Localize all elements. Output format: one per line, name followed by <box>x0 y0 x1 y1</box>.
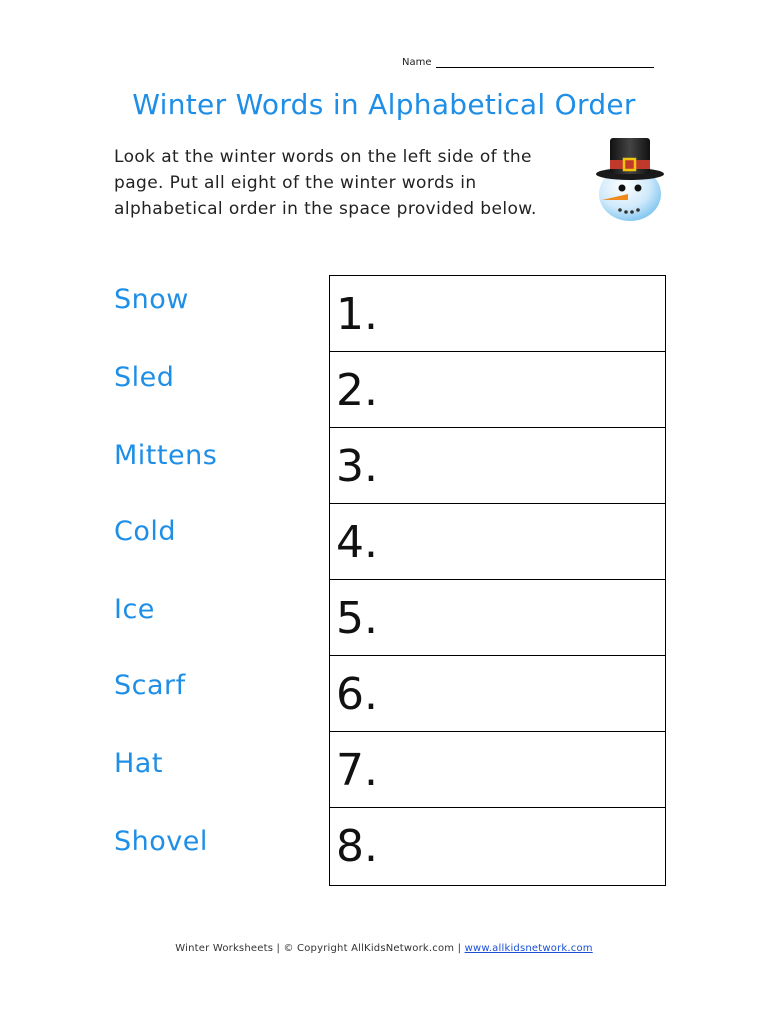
answer-row-7[interactable] <box>330 732 665 808</box>
word-item: Hat <box>114 748 163 779</box>
word-item: Ice <box>114 594 155 625</box>
answer-number: 1. <box>336 289 378 340</box>
word-item: Scarf <box>114 670 186 701</box>
answer-row-2[interactable] <box>330 352 665 428</box>
answer-row-8[interactable] <box>330 808 665 884</box>
snowman-icon <box>588 132 668 224</box>
word-item: Cold <box>114 516 177 547</box>
answer-table <box>329 275 666 886</box>
answer-number: 4. <box>336 517 378 568</box>
answer-row-1[interactable] <box>330 276 665 352</box>
answer-row-3[interactable] <box>330 428 665 504</box>
answer-row-5[interactable] <box>330 580 665 656</box>
footer-copyright: Winter Worksheets | © Copyright AllKidsNetwork.com | <box>175 943 465 954</box>
answer-row-6[interactable] <box>330 656 665 732</box>
name-label: Name <box>402 57 432 68</box>
answer-number: 7. <box>336 745 378 796</box>
footer <box>0 943 768 954</box>
name-blank-line[interactable] <box>436 55 654 68</box>
answer-number: 6. <box>336 669 378 720</box>
word-item: Mittens <box>114 440 218 471</box>
word-item: Snow <box>114 284 189 315</box>
page-title: Winter Words in Alphabetical Order <box>132 88 636 121</box>
answer-number: 3. <box>336 441 378 492</box>
name-field <box>402 50 662 68</box>
instructions-text: Look at the winter words on the left side of the page. Put all eight of the winter words in alphabetical order in the space provided below. <box>114 147 537 219</box>
answer-number: 8. <box>336 821 378 872</box>
answer-row-4[interactable] <box>330 504 665 580</box>
footer-link[interactable]: www.allkidsnetwork.com <box>464 943 593 954</box>
word-item: Shovel <box>114 826 208 857</box>
answer-number: 5. <box>336 593 378 644</box>
word-item: Sled <box>114 362 175 393</box>
answer-number: 2. <box>336 365 378 416</box>
